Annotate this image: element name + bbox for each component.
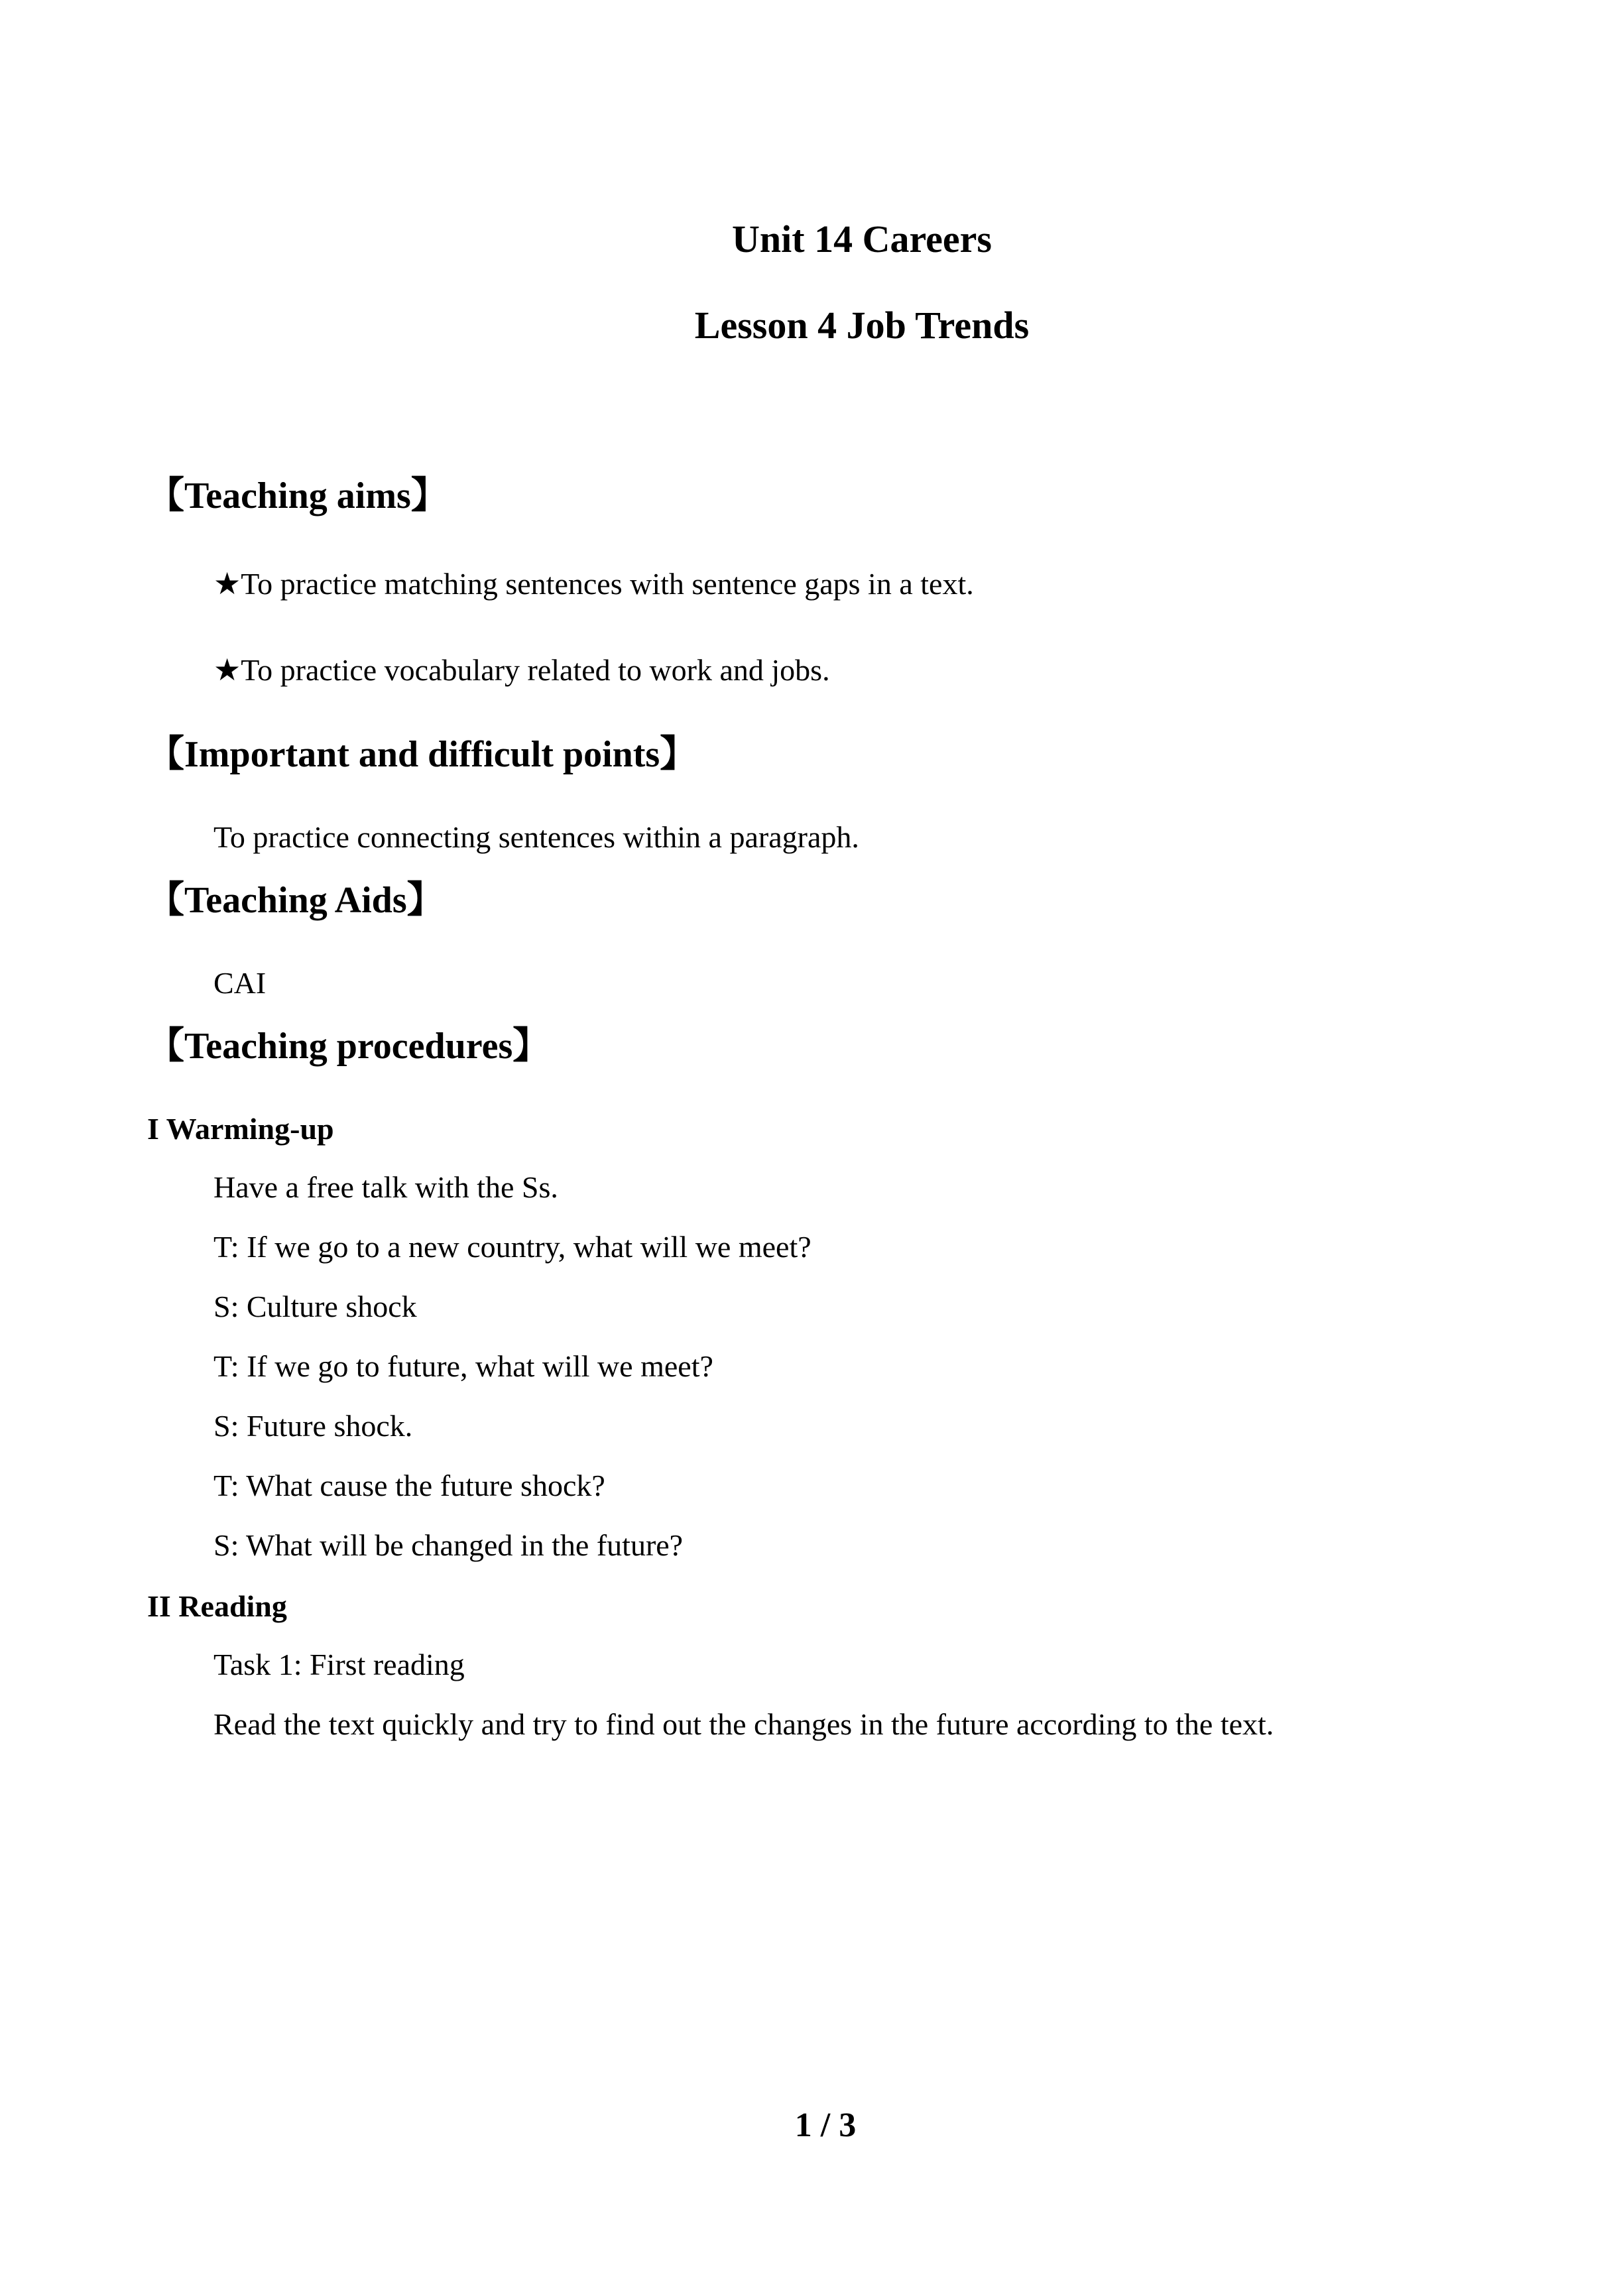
bracket-close: 】 — [660, 734, 697, 775]
teaching-aims-heading — [147, 477, 448, 514]
warming-up-line: S: Future shock. — [213, 1409, 413, 1443]
reading-heading: II Reading — [147, 1589, 287, 1623]
reading-line: Task 1: First reading — [213, 1648, 465, 1681]
warming-up-line: T: What cause the future shock? — [213, 1469, 605, 1502]
teaching-aids-label: Teaching Aids — [184, 880, 407, 921]
bracket-open: 【 — [147, 734, 184, 775]
bracket-close: 】 — [406, 880, 444, 921]
aim-item-2 — [213, 655, 830, 686]
warming-up-line: T: If we go to future, what will we meet? — [213, 1349, 713, 1383]
lesson-title: Lesson 4 Job Trends — [694, 304, 1030, 347]
warming-up-line: Have a free talk with the Ss. — [213, 1170, 558, 1204]
important-points-text: To practice connecting sentences within a paragraph. — [213, 820, 859, 854]
page-number: 1 / 3 — [794, 2106, 857, 2144]
teaching-aims-label: Teaching aims — [184, 475, 411, 516]
reading-line: Read the text quickly and try to find out the changes in the future according to the text. — [213, 1707, 1274, 1741]
unit-title: Unit 14 Careers — [732, 217, 992, 261]
aim-item-1 — [213, 569, 974, 599]
warming-up-line: T: If we go to a new country, what will we meet? — [213, 1230, 812, 1264]
warming-up-heading: I Warming-up — [147, 1112, 334, 1146]
bracket-open: 【 — [147, 1026, 184, 1067]
star-icon: ★ — [213, 653, 241, 687]
important-points-heading — [147, 736, 697, 773]
bracket-open: 【 — [147, 475, 184, 516]
bracket-close: 】 — [512, 1026, 550, 1067]
bracket-close: 】 — [410, 475, 448, 516]
teaching-aids-heading — [147, 882, 444, 919]
important-points-label: Important and difficult points — [184, 734, 660, 775]
warming-up-line: S: Culture shock — [213, 1290, 417, 1323]
aim-text-1: To practice matching sentences with sentence gaps in a text. — [241, 567, 974, 601]
star-icon: ★ — [213, 567, 241, 601]
bracket-open: 【 — [147, 880, 184, 921]
warming-up-line: S: What will be changed in the future? — [213, 1528, 684, 1562]
teaching-procedures-label: Teaching procedures — [184, 1026, 513, 1067]
teaching-procedures-heading — [147, 1028, 550, 1065]
teaching-aids-text: CAI — [213, 966, 267, 1000]
aim-text-2: To practice vocabulary related to work and jobs. — [241, 653, 830, 687]
